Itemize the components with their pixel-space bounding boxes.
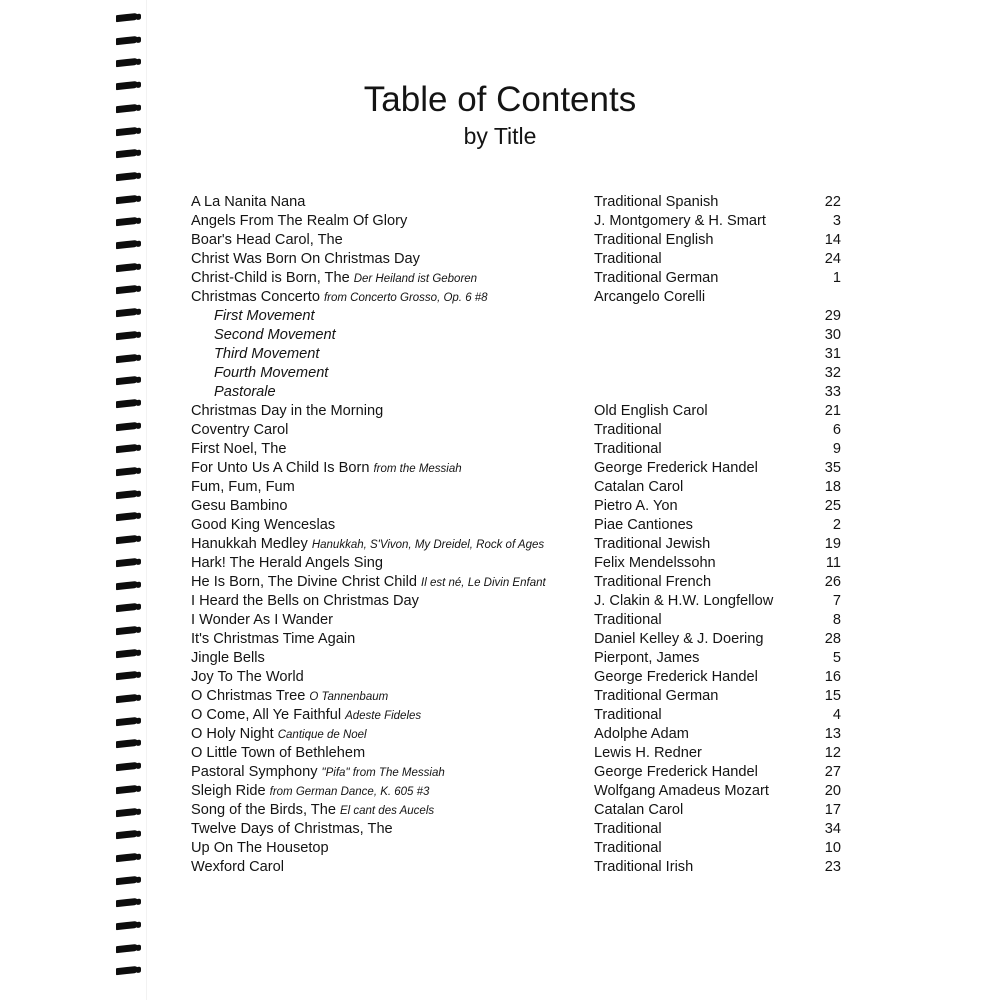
entry-title-text: Hark! The Herald Angels Sing [191,555,383,571]
entry-page-number: 23 [824,859,841,875]
entry-subtitle: "Pifa" from The Messiah [321,767,445,779]
toc-entry [191,212,851,231]
entry-subtitle: Il est né, Le Divin Enfant [421,577,546,589]
binding-ring [116,762,138,771]
binding-ring [116,739,138,748]
entry-title-text: Angels From The Realm Of Glory [191,213,408,229]
entry-title [191,782,429,802]
toc-entry [191,611,851,630]
entry-composer: Traditional English [594,232,714,248]
entry-title-text: O Come, All Ye Faithful [191,707,342,723]
entry-title [191,535,544,555]
entry-page-number: 26 [824,574,841,590]
entry-title [214,345,319,364]
entry-title-text: Christmas Concerto [191,289,320,305]
entry-title-text: Pastorale [214,384,276,400]
entry-title [191,763,445,783]
entry-composer: Pierpont, James [594,650,700,666]
binding-ring [116,149,138,158]
toc-entry [191,231,851,250]
binding-ring [116,603,138,612]
entry-page-number: 9 [832,441,841,457]
entry-composer: Traditional German [594,270,719,286]
entry-page-number: 16 [824,669,841,685]
entry-subtitle: O Tannenbaum [309,691,389,703]
entry-title [214,307,315,326]
binding-ring [116,126,138,135]
entry-page-number: 32 [824,365,841,381]
binding-ring [116,331,138,340]
toc-entry [191,725,851,744]
entry-page-number: 13 [824,726,841,742]
toc-entry [191,744,851,763]
entry-composer: Catalan Carol [594,802,684,818]
binding-ring [116,376,138,385]
entry-page-number: 11 [825,555,841,571]
entry-composer: George Frederick Handel [594,669,758,685]
page-title: Table of Contents [363,80,637,119]
toc-entry [191,649,851,668]
toc-entry [191,687,851,706]
entry-title [191,668,304,687]
entry-title-text: It's Christmas Time Again [191,631,356,647]
entry-title-text: Joy To The World [191,669,304,685]
entry-composer: Piae Cantiones [594,517,693,533]
spiral-binding [116,8,142,988]
entry-page-number: 14 [824,232,841,248]
entry-composer: Traditional Jewish [594,536,711,552]
entry-composer: Felix Mendelssohn [594,555,716,571]
entry-title [191,212,407,231]
entry-page-number: 22 [824,194,841,210]
entry-title-text: First Noel, The [191,441,287,457]
entry-title-text: Fum, Fum, Fum [191,479,295,495]
entry-title [191,820,393,839]
binding-ring [116,81,138,90]
entry-composer: Traditional French [594,574,712,590]
entry-page-number: 28 [824,631,841,647]
entry-composer: Catalan Carol [594,479,684,495]
toc-entry [191,459,851,478]
binding-ring [116,694,138,703]
entry-composer: George Frederick Handel [594,460,758,476]
entry-page-number: 24 [824,251,841,267]
binding-ring [116,285,138,294]
entry-title-text: Good King Wenceslas [191,517,336,533]
toc-entry [191,839,851,858]
toc-entry [191,402,851,421]
entry-subtitle: Adeste Fideles [345,710,422,722]
entry-title-text: Christmas Day in the Morning [191,403,384,419]
entry-composer: Pietro A. Yon [594,498,678,514]
entry-composer: Traditional Irish [594,859,694,875]
entry-subtitle: El cant des Aucels [339,805,435,817]
binding-ring [116,944,138,953]
entry-composer: George Frederick Handel [594,764,758,780]
entry-title-text: Coventry Carol [191,422,289,438]
entry-title [214,326,336,345]
entry-title [191,706,421,726]
binding-ring [116,830,138,839]
entry-title-text: A La Nanita Nana [191,194,306,210]
entry-title [191,516,335,535]
binding-ring [116,263,138,272]
binding-ring [116,194,138,203]
binding-ring [116,535,138,544]
entry-page-number: 25 [824,498,841,514]
entry-composer: Adolphe Adam [594,726,689,742]
toc-entry [191,326,851,345]
entry-title-text: Boar's Head Carol, The [191,232,343,248]
entry-title [191,288,488,308]
entry-title-text: First Movement [214,308,315,324]
entry-title-text: O Holy Night [191,726,274,742]
entry-title [191,592,419,611]
toc-list [191,193,851,877]
entry-page-number: 19 [824,536,841,552]
entry-title [191,839,329,858]
entry-subtitle: from Concerto Grosso, Op. 6 #8 [323,292,488,304]
toc-entry [191,820,851,839]
entry-title-text: Christ Was Born On Christmas Day [191,251,420,267]
entry-page-number: 34 [824,821,841,837]
binding-ring [116,626,138,635]
binding-ring [116,648,138,657]
entry-title-text: I Heard the Bells on Christmas Day [191,593,419,609]
entry-subtitle: Der Heiland ist Geboren [353,273,478,285]
entry-page-number: 30 [824,327,841,343]
entry-page-number: 7 [832,593,841,609]
entry-page-number: 6 [832,422,841,438]
toc-entry [191,288,851,307]
entry-composer: Arcangelo Corelli [594,289,706,305]
entry-page-number: 21 [824,403,841,419]
binding-ring [116,36,138,45]
entry-title [191,687,388,707]
entry-title [191,250,420,269]
toc-entry [191,592,851,611]
toc-entry [191,801,851,820]
binding-ring [116,580,138,589]
toc-entry [191,630,851,649]
entry-title-text: Up On The Housetop [191,840,329,856]
entry-composer: Traditional [594,840,662,856]
entry-title [191,801,434,821]
entry-subtitle: Cantique de Noel [277,729,367,741]
binding-ring [116,490,138,499]
entry-page-number: 2 [832,517,841,533]
entry-title-text: Jingle Bells [191,650,265,666]
entry-title [191,744,365,763]
entry-title [214,364,328,383]
entry-title-text: Sleigh Ride [191,783,266,799]
entry-title [191,440,286,459]
entry-composer: Traditional Spanish [594,194,719,210]
toc-entry [191,573,851,592]
binding-ring [116,898,138,907]
entry-composer: Wolfgang Amadeus Mozart [594,783,769,799]
entry-title [191,554,383,573]
entry-title-text: O Christmas Tree [191,688,306,704]
entry-page-number: 33 [824,384,841,400]
binding-ring [116,353,138,362]
binding-ring [116,671,138,680]
entry-composer: Traditional [594,612,662,628]
binding-ring [116,717,138,726]
binding-ring [116,217,138,226]
entry-composer: Traditional [594,707,662,723]
entry-page-number: 18 [824,479,841,495]
entry-page-number: 4 [832,707,841,723]
toc-entry [191,421,851,440]
entry-title-text: Twelve Days of Christmas, The [191,821,393,837]
binding-ring [116,875,138,884]
binding-ring [116,853,138,862]
entry-title [191,858,284,877]
entry-title-text: Wexford Carol [191,859,284,875]
toc-entry [191,269,851,288]
binding-ring [116,512,138,521]
entry-title-text: Song of the Birds, The [191,802,336,818]
entry-title-text: Third Movement [214,346,320,362]
entry-composer: Traditional [594,251,662,267]
entry-page-number: 3 [832,213,841,229]
entry-title-text: For Unto Us A Child Is Born [191,460,370,476]
toc-entry [191,554,851,573]
entry-title-text: Second Movement [214,327,336,343]
entry-title-text: Fourth Movement [214,365,329,381]
toc-entry [191,668,851,687]
binding-ring [116,444,138,453]
entry-composer: Traditional [594,422,662,438]
toc-entry [191,516,851,535]
entry-page-number: 35 [824,460,841,476]
entry-title-text: Gesu Bambino [191,498,288,514]
binding-ring [116,58,138,67]
page-edge [146,0,147,1000]
entry-title [191,725,367,745]
entry-composer: Traditional German [594,688,719,704]
entry-title [191,269,477,289]
toc-entry [191,497,851,516]
toc-entry [191,535,851,554]
entry-composer: Traditional [594,821,662,837]
binding-ring [116,13,138,22]
toc-entry [191,478,851,497]
toc-entry [191,858,851,877]
entry-composer: Traditional [594,441,662,457]
entry-composer: Daniel Kelley & J. Doering [594,631,764,647]
entry-page-number: 15 [824,688,841,704]
toc-entry [191,364,851,383]
toc-entry [191,307,851,326]
entry-title-text: He Is Born, The Divine Christ Child [191,574,418,590]
entry-title [191,421,288,440]
entry-title-text: Hanukkah Medley [191,536,308,552]
entry-page-number: 17 [824,802,841,818]
toc-entry [191,782,851,801]
binding-ring [116,966,138,975]
entry-title [191,478,295,497]
binding-ring [116,785,138,794]
entry-page-number: 5 [832,650,841,666]
entry-title-text: Christ-Child is Born, The [191,270,350,286]
entry-title [191,573,546,593]
entry-subtitle: from the Messiah [373,463,462,475]
entry-title [191,630,355,649]
binding-ring [116,921,138,930]
binding-ring [116,104,138,113]
entry-title [191,193,305,212]
entry-title [191,649,265,668]
entry-subtitle: from German Dance, K. 605 #3 [269,786,430,798]
binding-ring [116,399,138,408]
binding-ring [116,308,138,317]
binding-ring [116,172,138,181]
entry-title [191,402,383,421]
entry-subtitle: Hanukkah, S'Vivon, My Dreidel, Rock of Ages [311,539,545,551]
entry-page-number: 20 [824,783,841,799]
entry-composer: Old English Carol [594,403,708,419]
entry-title [214,383,276,402]
entry-title [191,611,333,630]
entry-page-number: 8 [832,612,841,628]
binding-ring [116,807,138,816]
entry-title-text: O Little Town of Bethlehem [191,745,366,761]
entry-page-number: 27 [824,764,841,780]
entry-title [191,231,343,250]
entry-composer: Lewis H. Redner [594,745,702,761]
entry-title [191,497,288,516]
entry-title-text: I Wonder As I Wander [191,612,333,628]
binding-ring [116,240,138,249]
entry-page-number: 1 [832,270,841,286]
entry-composer: J. Montgomery & H. Smart [594,213,766,229]
toc-entry [191,250,851,269]
entry-page-number: 29 [824,308,841,324]
toc-entry [191,383,851,402]
binding-ring [116,558,138,567]
entry-composer: J. Clakin & H.W. Longfellow [594,593,774,609]
entry-page-number: 31 [824,346,841,362]
entry-page-number: 10 [824,840,841,856]
entry-title [191,459,462,479]
entry-page-number: 12 [824,745,841,761]
binding-ring [116,421,138,430]
toc-entry [191,440,851,459]
binding-ring [116,467,138,476]
toc-entry [191,345,851,364]
toc-entry [191,193,851,212]
entry-title-text: Pastoral Symphony [191,764,318,780]
page-subtitle: by Title [463,123,537,149]
toc-entry [191,763,851,782]
toc-entry [191,706,851,725]
